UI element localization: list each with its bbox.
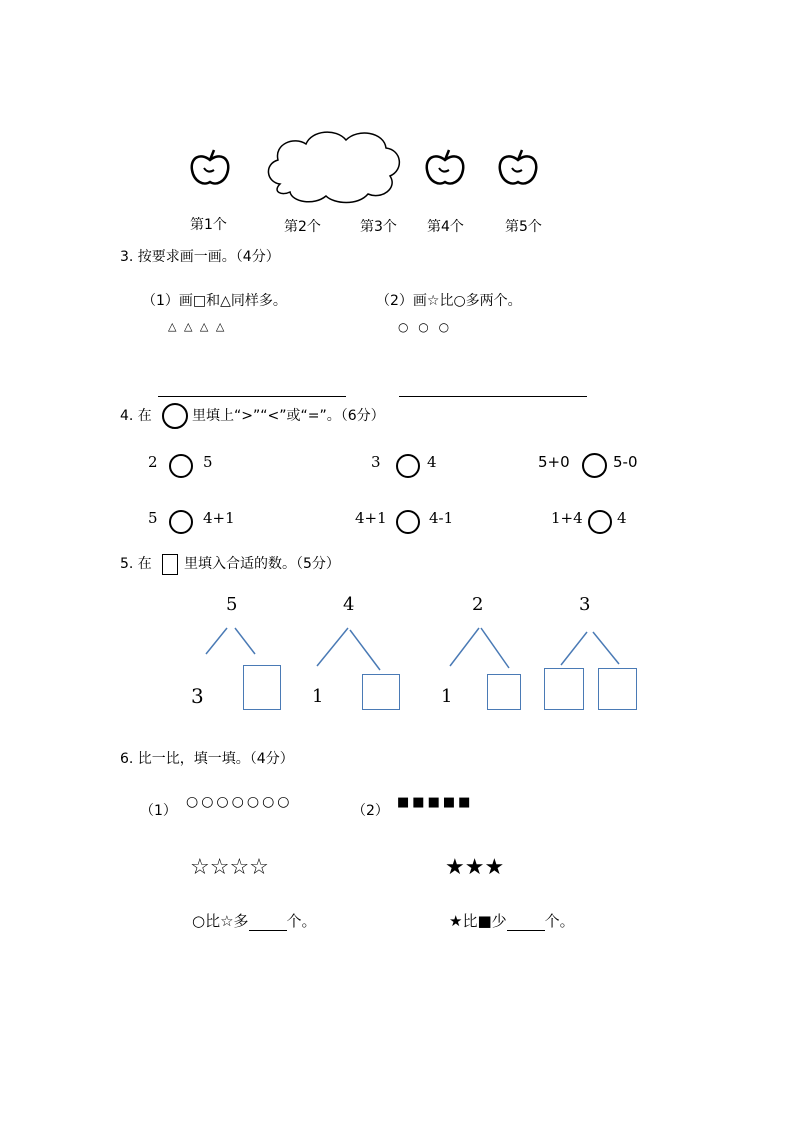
q5-tree2-left: 1 xyxy=(312,686,324,707)
q4-title-prefix: 4. 在 xyxy=(120,408,152,424)
q4-r2c2-left: 4+1 xyxy=(355,509,387,527)
q5-tree2-right-box[interactable] xyxy=(362,674,400,710)
q5-tree3-right-box[interactable] xyxy=(487,674,521,710)
q6-open-stars: ☆☆☆☆ xyxy=(190,855,269,880)
q5-tree1-right-box[interactable] xyxy=(243,665,281,710)
q4-r1c3-left: 5+0 xyxy=(538,453,570,471)
q5-tree1-top: 5 xyxy=(226,594,238,615)
q4-r2c3-right: 4 xyxy=(617,509,627,527)
q4-r2c1-answer-circle[interactable] xyxy=(169,510,193,534)
q6-filled-stars: ★★★ xyxy=(445,855,505,880)
q4-r2c2-answer-circle[interactable] xyxy=(396,510,420,534)
q4-r2c3-left: 1+4 xyxy=(551,509,583,527)
q4-r1c3-answer-circle[interactable] xyxy=(582,453,607,478)
q5-title-prefix: 5. 在 xyxy=(120,556,152,572)
ordinal-label-3: 第3个 xyxy=(360,219,397,235)
apple-1-icon xyxy=(186,148,234,188)
q3-title: 3. 按要求画一画。（4分） xyxy=(120,249,280,265)
apple-4-icon xyxy=(421,148,469,188)
q5-tree-branches xyxy=(0,620,794,680)
q6-question1 xyxy=(192,910,317,931)
q5-tree4-left-box[interactable] xyxy=(544,668,584,710)
ordinal-label-1: 第1个 xyxy=(190,217,227,233)
q3-answer-line-2[interactable] xyxy=(399,396,587,397)
q4-r1c2-answer-circle[interactable] xyxy=(396,454,420,478)
q4-r1c1-right: 5 xyxy=(203,453,213,471)
q4-r1c2-left: 3 xyxy=(371,453,381,471)
q4-title-suffix: 里填上“>”“<”或“=”。（6分） xyxy=(192,408,385,424)
q4-r1c1-left: 2 xyxy=(148,453,158,471)
q3-part1-text: （1）画□和△同样多。 xyxy=(142,293,287,309)
q5-title-square-icon xyxy=(162,554,178,575)
q6-part1-label: （1） xyxy=(140,803,177,819)
q6-title: 6. 比一比，填一填。（4分） xyxy=(120,751,294,767)
q4-r1c1-answer-circle[interactable] xyxy=(169,454,193,478)
q6-question2-suffix: 个。 xyxy=(544,912,575,930)
q5-title-suffix: 里填入合适的数。（5分） xyxy=(184,556,340,572)
q6-part1-circles: ○○○○○○○ xyxy=(186,794,293,810)
q4-r1c3-right: 5-0 xyxy=(613,453,638,471)
apple-5-icon xyxy=(494,148,542,188)
q6-question1-blank[interactable] xyxy=(249,916,287,931)
q6-part2-squares: ■■■■■ xyxy=(397,795,474,810)
q4-r1c2-right: 4 xyxy=(427,453,437,471)
q5-tree3-left: 1 xyxy=(441,686,453,707)
q4-r2c3-answer-circle[interactable] xyxy=(588,510,612,534)
q5-tree2-top: 4 xyxy=(343,594,355,615)
q4-r2c2-right: 4-1 xyxy=(429,509,454,527)
q5-tree4-top: 3 xyxy=(579,594,591,615)
q4-title-circle-icon xyxy=(162,403,188,429)
q4-r2c1-right: 4+1 xyxy=(203,509,235,527)
q5-tree3-top: 2 xyxy=(472,594,484,615)
ordinal-label-4: 第4个 xyxy=(427,219,464,235)
q5-tree4-right-box[interactable] xyxy=(598,668,637,710)
q3-answer-line-1[interactable] xyxy=(158,396,346,397)
q6-part2-label: （2） xyxy=(352,803,389,819)
q6-question2-blank[interactable] xyxy=(507,916,545,931)
ordinal-label-5: 第5个 xyxy=(505,219,542,235)
q6-question2 xyxy=(449,910,575,931)
q6-question2-text: ★比■少 xyxy=(449,912,507,930)
q3-part2-text: （2）画☆比○多两个。 xyxy=(376,293,522,309)
q4-r2c1-left: 5 xyxy=(148,509,158,527)
q6-question1-suffix: 个。 xyxy=(286,912,317,930)
q6-question1-text: ○比☆多 xyxy=(192,912,249,930)
cloud-icon xyxy=(262,126,404,206)
q3-part1-triangles: △ △ △ △ xyxy=(168,320,227,333)
q5-tree1-left: 3 xyxy=(191,684,204,708)
q3-part2-circles: ○ ○ ○ xyxy=(398,320,453,334)
ordinal-label-2: 第2个 xyxy=(284,219,321,235)
